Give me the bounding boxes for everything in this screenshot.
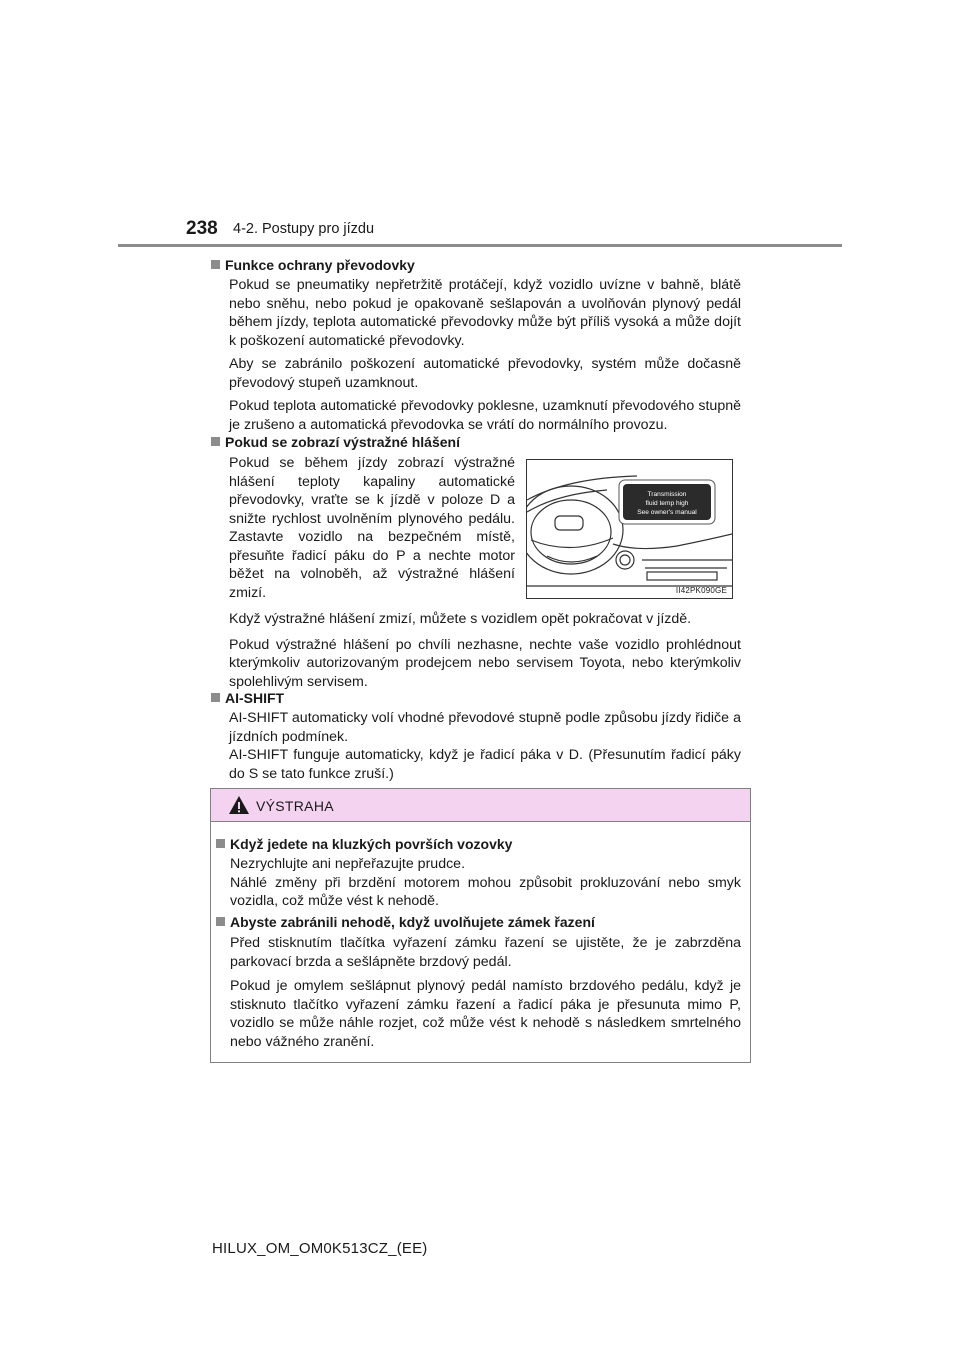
- display-line: Transmission: [647, 491, 687, 498]
- section-title: AI-SHIFT: [225, 690, 285, 706]
- warning-item-title: Abyste zabránili nehodě, když uvolňujete zámek řazení: [230, 914, 595, 930]
- figure-code: II42PK090GE: [675, 586, 727, 595]
- paragraph: Nezrychlujte ani nepřeřazujte prudce.: [230, 856, 466, 872]
- warning-item-body: [230, 934, 741, 1051]
- warning-item-body: [230, 855, 741, 911]
- section-body: [229, 454, 515, 602]
- section-body: [229, 610, 741, 691]
- paragraph: Pokud se během jízdy zobrazí výstražné hlášení teploty kapaliny automatické převodovky, vraťte se k jízdě v poloze D a snižte rychlost uvolněním plynového pedálu. Zastavte vozidlo na bezpečném místě, přesuňte řadicí páku do P a nechte motor běžet na volnoběh, až výstražné hlášení zmizí.: [229, 455, 515, 601]
- paragraph: AI-SHIFT automaticky volí vhodné převodové stupně podle způsobu jízdy řidiče a jízdních podmínek.: [229, 710, 741, 745]
- warning-box: [210, 788, 751, 1063]
- chapter-title: 4-2. Postupy pro jízdu: [233, 221, 375, 237]
- section-title: Pokud se zobrazí výstražné hlášení: [225, 434, 460, 450]
- display-line: fluid temp high: [645, 500, 689, 507]
- section-heading: [211, 256, 415, 274]
- warning-item-heading: [216, 835, 512, 853]
- dashboard-illustration: [526, 459, 733, 599]
- warning-triangle-icon: [228, 795, 250, 815]
- section-heading: [211, 433, 460, 451]
- paragraph: AI-SHIFT funguje automaticky, když je řadicí páka v D. (Přesunutím řadicí páky do S se tato funkce zruší.): [229, 747, 741, 782]
- bullet-square-icon: [211, 693, 220, 702]
- section-body: [229, 709, 741, 783]
- header-divider: [118, 244, 842, 247]
- paragraph: Pokud je omylem sešlápnut plynový pedál namísto brzdového pedálu, když je stisknuto tlačítko vyřazení zámku řazení a řadicí páka je přesunuta mimo P, vozidlo se může náhle rozjet, což může vést k nehodě s následkem smrtelného nebo vážného zranění.: [230, 978, 741, 1050]
- dashboard-drawing: [527, 460, 732, 598]
- bullet-square-icon: [211, 260, 220, 269]
- section-heading: [211, 689, 284, 707]
- section-body: [229, 276, 741, 434]
- display-line: See owner's manual: [637, 509, 697, 516]
- document-code: HILUX_OM_OM0K513CZ_(EE): [212, 1240, 428, 1257]
- paragraph: Pokud výstražné hlášení po chvíli nezhasne, nechte vaše vozidlo prohlédnout kterýmkoliv autorizovaným prodejcem nebo servisem Toyota, nebo kterýmkoliv spolehlivým servisem.: [229, 636, 741, 690]
- warning-item-heading: [216, 913, 595, 931]
- paragraph: Před stisknutím tlačítka vyřazení zámku řazení se ujistěte, že je zabrzděna parkovací brzda a sešlápněte brzdový pedál.: [230, 935, 741, 970]
- warning-header: [211, 789, 750, 822]
- warning-item-title: Když jedete na kluzkých površích vozovky: [230, 836, 513, 852]
- page-number: 238: [186, 218, 218, 239]
- bullet-square-icon: [216, 917, 225, 926]
- bullet-square-icon: [211, 437, 220, 446]
- warning-title: VÝSTRAHA: [256, 798, 334, 814]
- paragraph: Aby se zabránilo poškození automatické převodovky, systém může dočasně převodový stupeň uzamknout.: [229, 356, 741, 391]
- paragraph: Pokud teplota automatické převodovky poklesne, uzamknutí převodového stupně je zrušeno a automatická převodovka se vrátí do normálního provozu.: [229, 398, 741, 433]
- bullet-square-icon: [216, 839, 225, 848]
- paragraph: Náhlé změny při brzdění motorem mohou způsobit prokluzování nebo smyk vozidla, což může vést k nehodě.: [230, 874, 741, 909]
- section-title: Funkce ochrany převodovky: [225, 257, 415, 273]
- paragraph: Pokud se pneumatiky nepřetržitě protáčejí, když vozidlo uvízne v bahně, blátě nebo sněhu, nebo pokud je opakovaně sešlapován a uvolňován plynový pedál během jízdy, teplota automatické převodovky může být příliš vysoká a může dojít k poškození automatické převodovky.: [229, 277, 741, 349]
- paragraph: Když výstražné hlášení zmizí, můžete s vozidlem opět pokračovat v jízdě.: [229, 611, 692, 627]
